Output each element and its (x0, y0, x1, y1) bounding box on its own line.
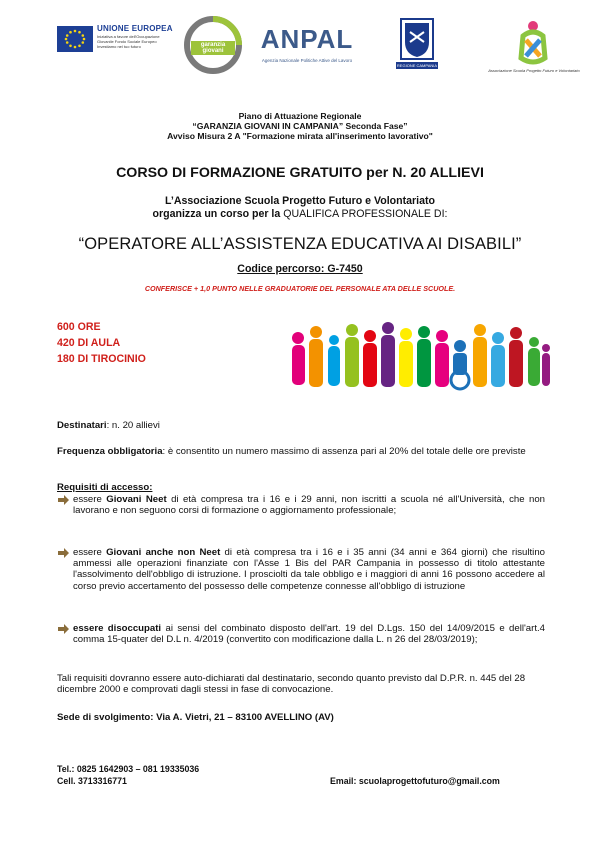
hours-aula: 420 DI AULA (57, 337, 121, 349)
contact-email: Email: scuolaprogettofuturo@gmail.com (330, 776, 500, 786)
requisito-item (73, 623, 545, 645)
destinatari-value: : n. 20 allievi (106, 420, 160, 431)
assoc-line-1: L’Associazione Scuola Progetto Futuro e Volontariato (165, 195, 435, 207)
cellphone: Cell. 3713316771 (57, 776, 127, 786)
corso-title: CORSO DI FORMAZIONE GRATUITO per N. 20 ALLIEVI (116, 165, 484, 181)
frequenza (57, 446, 547, 457)
associazione-logo (488, 18, 580, 78)
frequenza-value: : è consentito un numero massimo di assenza pari al 20% del totale delle ore previste (162, 446, 526, 457)
anpal-logo (255, 24, 359, 68)
eu-logo (57, 22, 177, 64)
destinatari (57, 420, 547, 431)
people-silhouettes-image (288, 318, 550, 392)
requisito-text-post: di età compresa tra i 16 e i 29 anni, non iscritti a scuola né all'Università, che non lavorano e non seguono corsi di formazione o aggiornamento professionale; (73, 494, 546, 517)
codice-percorso: Codice percorso: G-7450 (237, 263, 363, 275)
eu-title: UNIONE EUROPEA (97, 24, 173, 33)
anpal-wordmark: ANPAL (260, 24, 354, 54)
garanzia-giovani-text: garanzia giovani (200, 42, 226, 54)
piano-line-2: “GARANZIA GIOVANI IN CAMPANIA” Seconda Fase” (192, 121, 408, 131)
piano-line-3: Avviso Misura 2 A "Formazione mirata all'inserimento lavorativo" (167, 131, 433, 141)
requisito-text-pre: essere (73, 547, 107, 558)
contacts-phone (57, 763, 199, 787)
requisito-text-bold: essere disoccupati (73, 623, 162, 634)
requisiti-title: Requisiti di accesso: (57, 482, 153, 493)
requisito-text-post: ai sensi del combinato disposto dell'art. 19 del D.Lgs. 150 del 14/09/2015 e dell'art.4 comma 15-quater del D.L n. 4/2019 (convertito con modificazione dalla L. n 26 del 28/03/2019); (73, 623, 545, 646)
requisito-item (73, 547, 545, 592)
requisito-text-bold: Giovani anche non Neet (106, 547, 221, 558)
arrow-bullet-icon (57, 624, 69, 634)
hours-tirocinio: 180 DI TIROCINIO (57, 353, 146, 365)
garanzia-giovani-logo (183, 15, 243, 75)
requisito-text-post: di età compresa tra i 16 e i 35 anni (34 anni e 364 giorni) che risultino ammessi alle operazioni finanziate con l'Asse 1 Bis del PAR Campania in possesso di titolo attestante l'assolvimento dell'obbligo di istruzione. I prosciolti da tale obbligo e i maggiori di anni 16 possono accedere al corso previo accertamento del possesso delle competenze connesse all'obbligo di istruzione (73, 547, 545, 592)
frequenza-label: Frequenza obbligatoria (57, 446, 163, 457)
arrow-bullet-icon (57, 495, 69, 505)
arrow-bullet-icon (57, 548, 69, 558)
hours-total: 600 ORE (57, 321, 101, 333)
requisito-text-pre: essere (73, 494, 107, 505)
telephone: Tel.: 0825 1642903 – 081 19335036 (57, 764, 200, 774)
tali-requisiti-note: Tali requisiti dovranno essere auto-dichiarati dal destinatario, secondo quanto previsto dal D.P.R. n. 445 del 28 dicembre 2000 e comprovati dagli stessi in fase di convocazione. (57, 673, 526, 696)
associazione-caption: Associazione Scuola Progetto Futuro e Volontariato (488, 68, 580, 73)
piano-attuazione (0, 111, 600, 141)
regione-crest-icon (400, 18, 434, 60)
qualifica-title: “OPERATORE ALL’ASSISTENZA EDUCATIVA AI DISABILI” (78, 235, 522, 253)
requisito-text-bold: Giovani Neet (106, 494, 167, 505)
assoc-line-2-rest: QUALIFICA PROFESSIONALE DI: (283, 208, 448, 220)
conferisce-note: CONFERISCE + 1,0 PUNTO NELLE GRADUATORIE DEL PERSONALE ATA DELLE SCUOLE. (144, 284, 456, 293)
anpal-subtitle: Agenzia Nazionale Politiche Attive del Lavoro (261, 58, 353, 63)
eu-flag-icon (57, 26, 93, 52)
regione-label: REGIONE CAMPANIA (396, 63, 438, 68)
destinatari-label: Destinatari (57, 420, 107, 431)
hours-list (57, 319, 146, 367)
assoc-line-2 (0, 208, 600, 221)
associazione-intro (0, 195, 600, 221)
assoc-line-2-bold: organizza un corso per la (152, 208, 284, 220)
sede-svolgimento: Sede di svolgimento: Via A. Vietri, 21 – 83100 AVELLINO (AV) (57, 712, 334, 723)
eu-subtitle: Iniziativa a favore dell'Occupazione Giovanile Fondo Sociale Europeo Investiamo nel tuo futuro (97, 34, 160, 49)
piano-line-1: Piano di Attuazione Regionale (238, 111, 362, 121)
requisito-item (73, 494, 545, 516)
regione-campania-logo (396, 18, 438, 74)
